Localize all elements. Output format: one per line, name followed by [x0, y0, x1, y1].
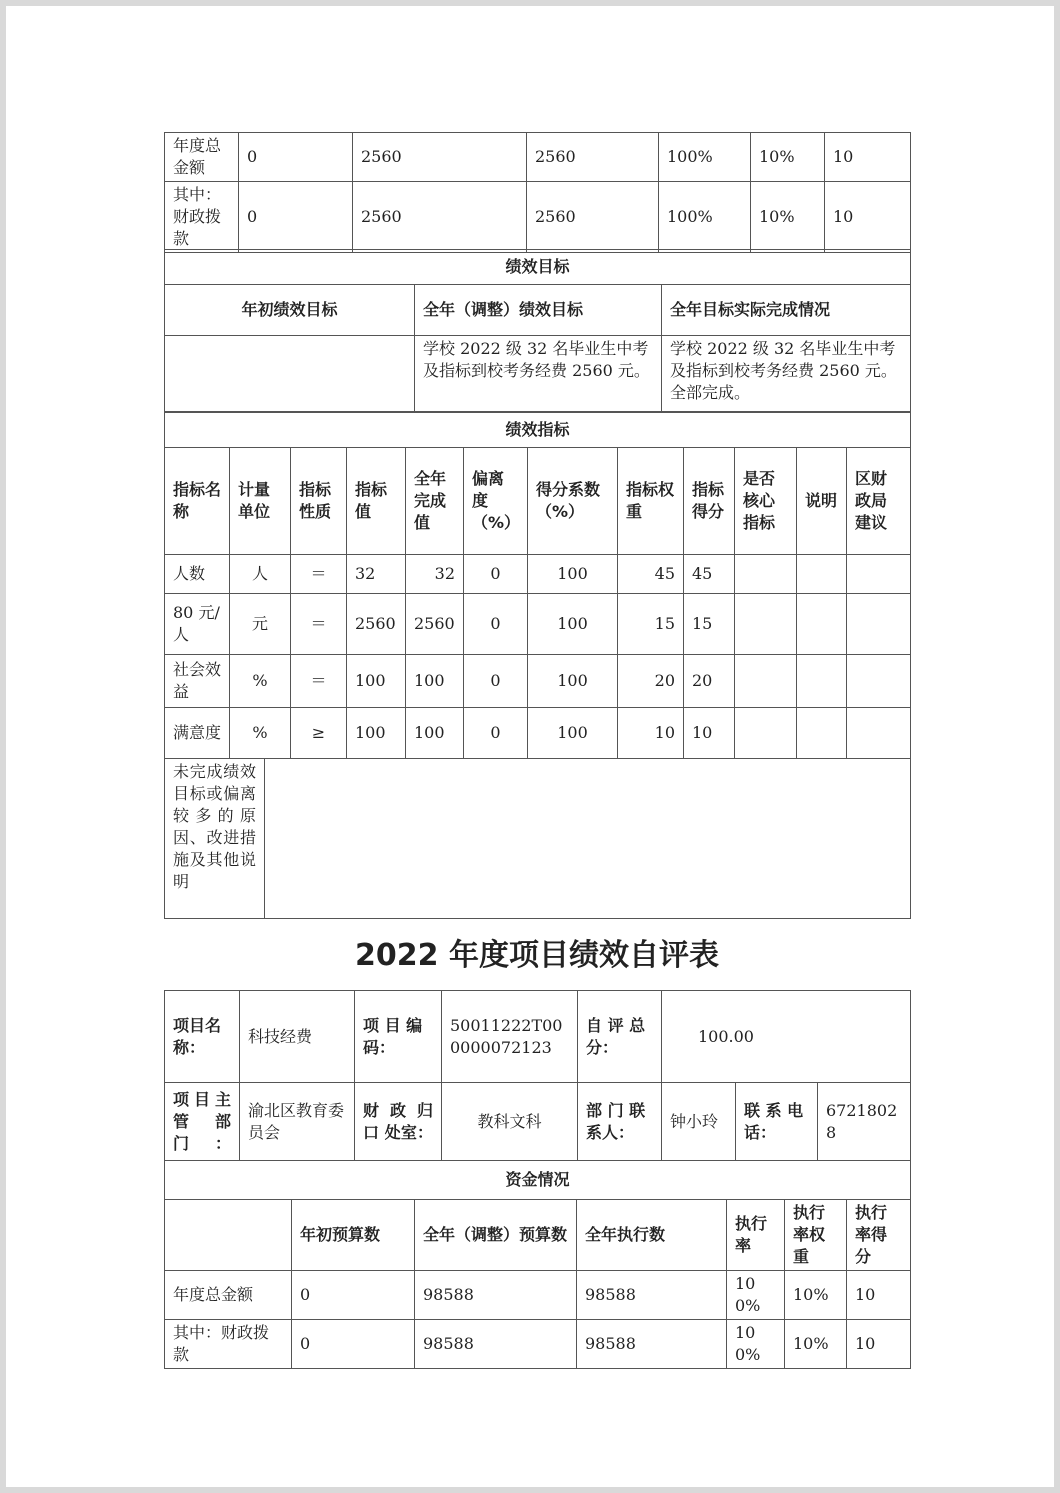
- goal-header-initial: 年初绩效目标: [165, 285, 415, 336]
- section-title: 资金情况: [165, 1161, 911, 1200]
- cell: 20: [618, 655, 684, 708]
- execution-rate: 100%: [659, 182, 751, 253]
- cell: [735, 594, 797, 655]
- cell: 80 元/人: [165, 594, 230, 655]
- cell: 100: [347, 708, 406, 759]
- execution-rate: 100%: [659, 133, 751, 182]
- table-row: [165, 133, 911, 182]
- cell: [847, 708, 911, 759]
- table-row: [165, 182, 911, 253]
- total-score-label: 自 评 总分：: [578, 991, 662, 1083]
- section-title: 绩效目标: [165, 250, 911, 285]
- col-header: 年初预算数: [292, 1200, 415, 1271]
- fund-table: [164, 1160, 911, 1369]
- total-score: 100.00: [662, 991, 911, 1083]
- col-header: [165, 1200, 292, 1271]
- header-row: [165, 1200, 911, 1271]
- cell: 0: [464, 708, 528, 759]
- cell: %: [230, 708, 291, 759]
- table-row: [165, 708, 911, 759]
- adjusted-budget: 98588: [415, 1271, 577, 1320]
- row-label: 其中：财政拨款: [165, 1320, 292, 1369]
- cell: 0: [464, 655, 528, 708]
- reason-label: 未完成绩效目标或偏离较多的原因、改进措施及其他说明: [165, 759, 265, 919]
- cell: [735, 655, 797, 708]
- table-row: [165, 555, 911, 594]
- col-header: 指标名称: [165, 448, 230, 555]
- cell: [847, 555, 911, 594]
- executed-amount: 98588: [577, 1271, 727, 1320]
- office: 教科文科: [442, 1083, 578, 1161]
- col-header: 全年完成值: [406, 448, 464, 555]
- col-header: 执行率得分: [847, 1200, 911, 1271]
- cell: 100: [528, 594, 618, 655]
- phone: 67218028: [818, 1083, 911, 1161]
- adjusted-budget: 98588: [415, 1320, 577, 1369]
- initial-budget: 0: [239, 182, 353, 253]
- cell: ≥: [291, 708, 347, 759]
- goal-actual-value: 学校 2022 级 32 名毕业生中考及指标到校考务经费 2560 元。全部完成。: [662, 336, 911, 412]
- contact-label: 部 门 联系人：: [578, 1083, 662, 1161]
- cell: 45: [684, 555, 735, 594]
- executed-amount: 2560: [527, 133, 659, 182]
- cell: 15: [684, 594, 735, 655]
- dept-label: 项目主管 部门：: [165, 1083, 240, 1161]
- table-row: [165, 1271, 911, 1320]
- col-header: 指标性质: [291, 448, 347, 555]
- col-header: 指标权重: [618, 448, 684, 555]
- phone-label: 联 系 电话：: [736, 1083, 818, 1161]
- cell: 社会效益: [165, 655, 230, 708]
- project-code-label: 项 目 编码：: [355, 991, 442, 1083]
- cell: 32: [406, 555, 464, 594]
- funding-continuation-table: [164, 132, 911, 253]
- execution-rate: 100%: [727, 1320, 785, 1369]
- office-label: 财 政 归口 处室：: [355, 1083, 442, 1161]
- cell: [735, 708, 797, 759]
- cell: [797, 708, 847, 759]
- rate-score: 10: [847, 1320, 911, 1369]
- header-row: [165, 448, 911, 555]
- cell: 100: [528, 655, 618, 708]
- col-header: 是否核心指标: [735, 448, 797, 555]
- adjusted-budget: 2560: [353, 133, 527, 182]
- executed-amount: 98588: [577, 1320, 727, 1369]
- goal-header-actual: 全年目标实际完成情况: [662, 285, 911, 336]
- col-header: 计量单位: [230, 448, 291, 555]
- cell: ＝: [291, 555, 347, 594]
- initial-budget: 0: [239, 133, 353, 182]
- goal-header-adjusted: 全年（调整）绩效目标: [415, 285, 662, 336]
- cell: 20: [684, 655, 735, 708]
- project-name: 科技经费: [240, 991, 355, 1083]
- initial-budget: 0: [292, 1271, 415, 1320]
- col-header: 指标值: [347, 448, 406, 555]
- cell: [797, 594, 847, 655]
- cell: [735, 555, 797, 594]
- cell: 人: [230, 555, 291, 594]
- row-label: 年度总金额: [165, 1271, 292, 1320]
- goal-initial-value: [165, 336, 415, 412]
- performance-goal-table: [164, 249, 911, 412]
- project-name-label: 项目名称：: [165, 991, 240, 1083]
- cell: [847, 655, 911, 708]
- project-code: 50011222T000000072123: [442, 991, 578, 1083]
- adjusted-budget: 2560: [353, 182, 527, 253]
- rate-score: 10: [847, 1271, 911, 1320]
- cell: 100: [406, 655, 464, 708]
- col-header: 全年（调整）预算数: [415, 1200, 577, 1271]
- table-row: [165, 594, 911, 655]
- performance-indicator-table: [164, 412, 911, 759]
- cell: 2560: [406, 594, 464, 655]
- cell: [797, 655, 847, 708]
- col-header: 执行率权重: [785, 1200, 847, 1271]
- rate-weight: 10%: [785, 1320, 847, 1369]
- rate-score: 10: [825, 133, 911, 182]
- table-row: [165, 1320, 911, 1369]
- cell: 100: [406, 708, 464, 759]
- cell: 100: [528, 708, 618, 759]
- cell: 45: [618, 555, 684, 594]
- cell: [847, 594, 911, 655]
- col-header: 指标得分: [684, 448, 735, 555]
- col-header: 偏离度（%）: [464, 448, 528, 555]
- cell: 人数: [165, 555, 230, 594]
- goal-adjusted-value: 学校 2022 级 32 名毕业生中考及指标到校考务经费 2560 元。: [415, 336, 662, 412]
- cell: [797, 555, 847, 594]
- cell: ＝: [291, 594, 347, 655]
- initial-budget: 0: [292, 1320, 415, 1369]
- col-header: 得分系数（%）: [528, 448, 618, 555]
- rate-score: 10: [825, 182, 911, 253]
- cell: 100: [347, 655, 406, 708]
- execution-rate: 100%: [727, 1271, 785, 1320]
- contact: 钟小玲: [662, 1083, 736, 1161]
- cell: 元: [230, 594, 291, 655]
- executed-amount: 2560: [527, 182, 659, 253]
- cell: 10: [618, 708, 684, 759]
- col-header: 执行率: [727, 1200, 785, 1271]
- page-title: 2022 年度项目绩效自评表: [355, 938, 719, 973]
- row-label: 其中：财政拨款: [165, 182, 239, 253]
- reason-table: [164, 758, 911, 919]
- cell: 32: [347, 555, 406, 594]
- reason-value: [265, 759, 911, 919]
- rate-weight: 10%: [751, 182, 825, 253]
- cell: %: [230, 655, 291, 708]
- dept: 渝北区教育委员会: [240, 1083, 355, 1161]
- cell: 满意度: [165, 708, 230, 759]
- cell: 100: [528, 555, 618, 594]
- section-title: 绩效指标: [165, 413, 911, 448]
- cell: 15: [618, 594, 684, 655]
- project-info-table: [164, 990, 911, 1161]
- col-header: 全年执行数: [577, 1200, 727, 1271]
- col-header: 说明: [797, 448, 847, 555]
- cell: 0: [464, 594, 528, 655]
- row-label: 年度总金额: [165, 133, 239, 182]
- cell: 10: [684, 708, 735, 759]
- cell: ＝: [291, 655, 347, 708]
- rate-weight: 10%: [751, 133, 825, 182]
- cell: 2560: [347, 594, 406, 655]
- cell: 0: [464, 555, 528, 594]
- col-header: 区财政局建议: [847, 448, 911, 555]
- table-row: [165, 655, 911, 708]
- rate-weight: 10%: [785, 1271, 847, 1320]
